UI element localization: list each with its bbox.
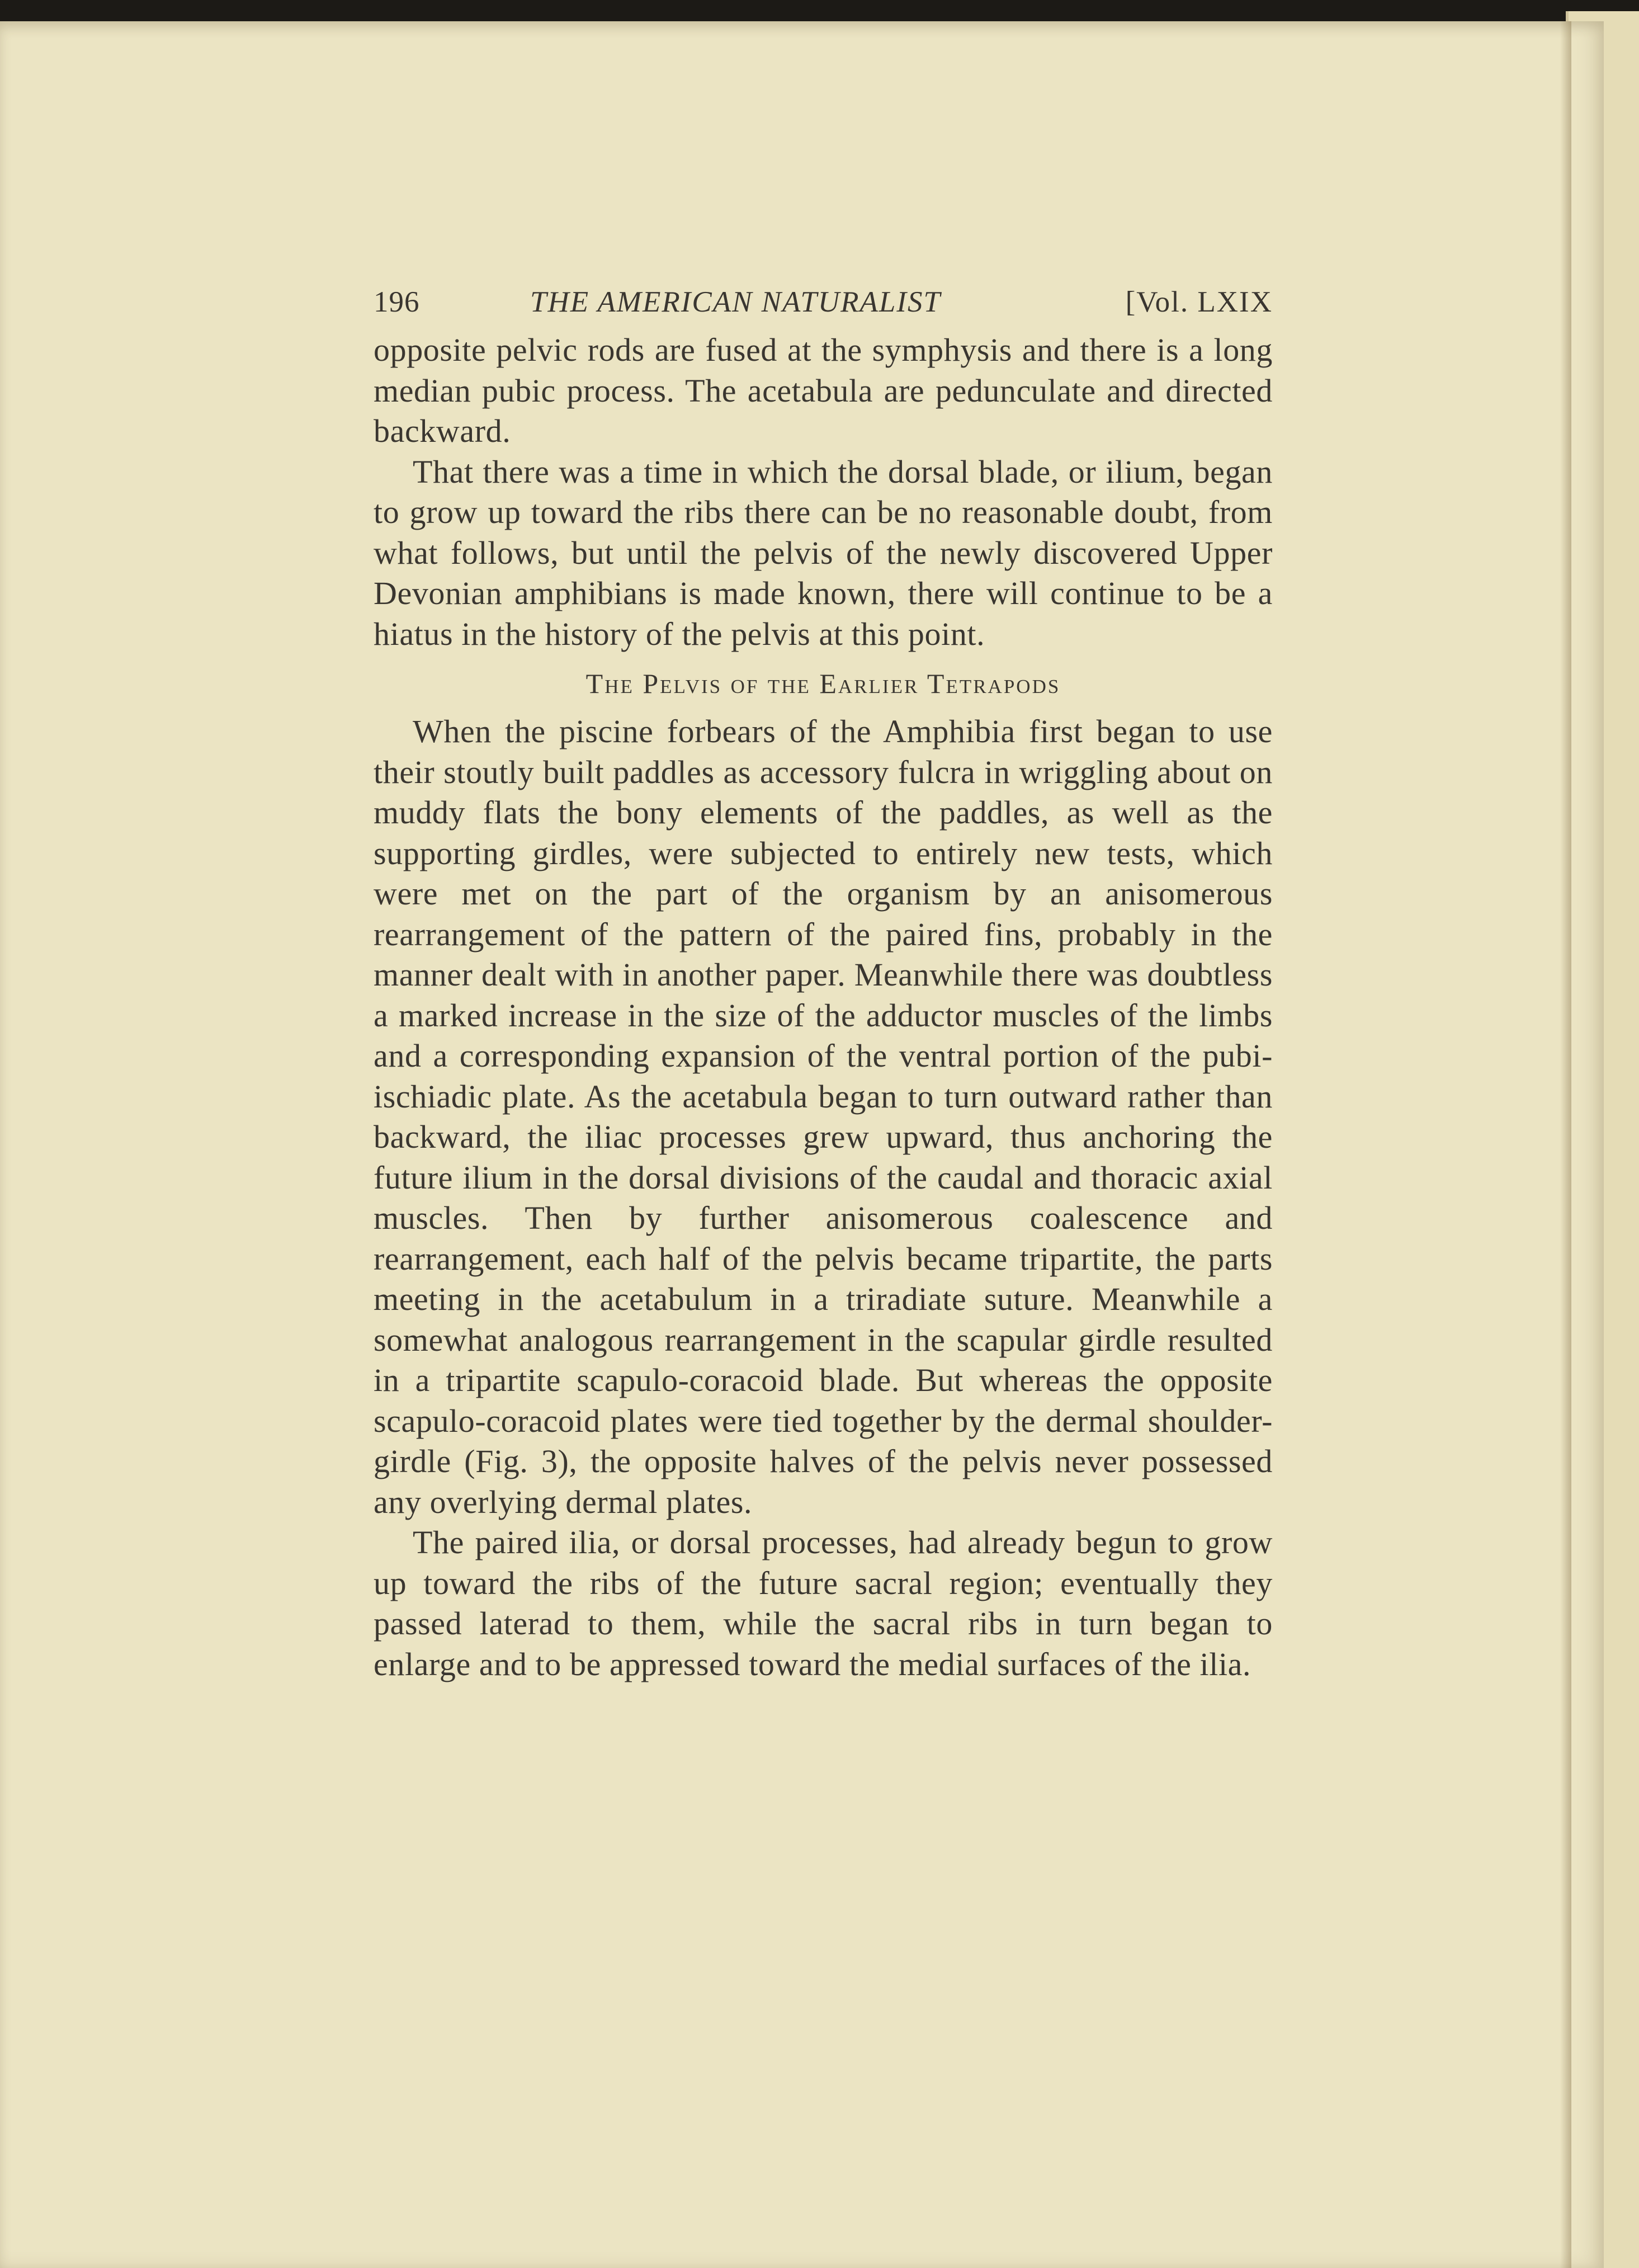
paragraph-1: opposite pelvic rods are fused at the symphysis and there is a long median pubic process. The acetabula are pedunculate and directed backward. [374,332,1273,449]
paragraph-4: The paired ilia, or dorsal processes, had already begun to grow up toward the ribs of the future sacral region; eventually they passed laterad to them, while the sacral ribs in turn began to enlarge and to be appressed toward the medial surfaces of the ilia. [374,1524,1273,1682]
paragraph-2: That there was a time in which the dorsal blade, or ilium, began to grow up toward the ribs there can be no reasonable doubt, from what follows, but until the pelvis of the newly discovered Upper Devonian amphibians is made known, there will continue to be a hiatus in the history of the pelvis at this point. [374,453,1273,652]
page-number: 196 [374,286,420,318]
paragraph-3: When the piscine forbears of the Amphibia first began to use their stoutly built paddles as accessory fulcra in wriggling about on muddy flats the bony elements of the paddles, as well as the supporting girdles, were subjected to entirely new tests, which were met on the part of the organism by an anisomerous rearrangement of the pattern of the paired fins, probably in the manner dealt with in another paper. Meanwhile there was doubtless a marked increase in the size of the adductor muscles of the limbs and a corresponding expansion of the ventral portion of the pubi-ischiadic plate. As the acetabula began to turn outward rather than backward, the iliac processes grew upward, thus anchoring the future ilium in the dorsal divisions of the caudal and thoracic axial muscles. Then by further anisomerous coalescence and rearrangement, each half of the pelvis became tripartite, the parts meeting in the acetabulum in a triradiate suture. Meanwhile a somewhat analogous rearrangement in the scapular girdle resulted in a tripartite scapulo-coracoid blade. But whereas the opposite scapulo-coracoid plates were tied together by the dermal shoulder-girdle (Fig. 3), the opposite halves of the pelvis never possessed any overlying dermal plates. [374,713,1273,1520]
page-fold-shadow [1560,21,1571,2268]
volume-label: [Vol. LXIX [1125,286,1273,318]
running-head [374,285,1273,330]
page-text [374,285,1273,1685]
journal-title: THE AMERICAN NATURALIST [530,286,942,318]
section-heading: The Pelvis of the Earlier Tetrapods [585,668,1061,699]
